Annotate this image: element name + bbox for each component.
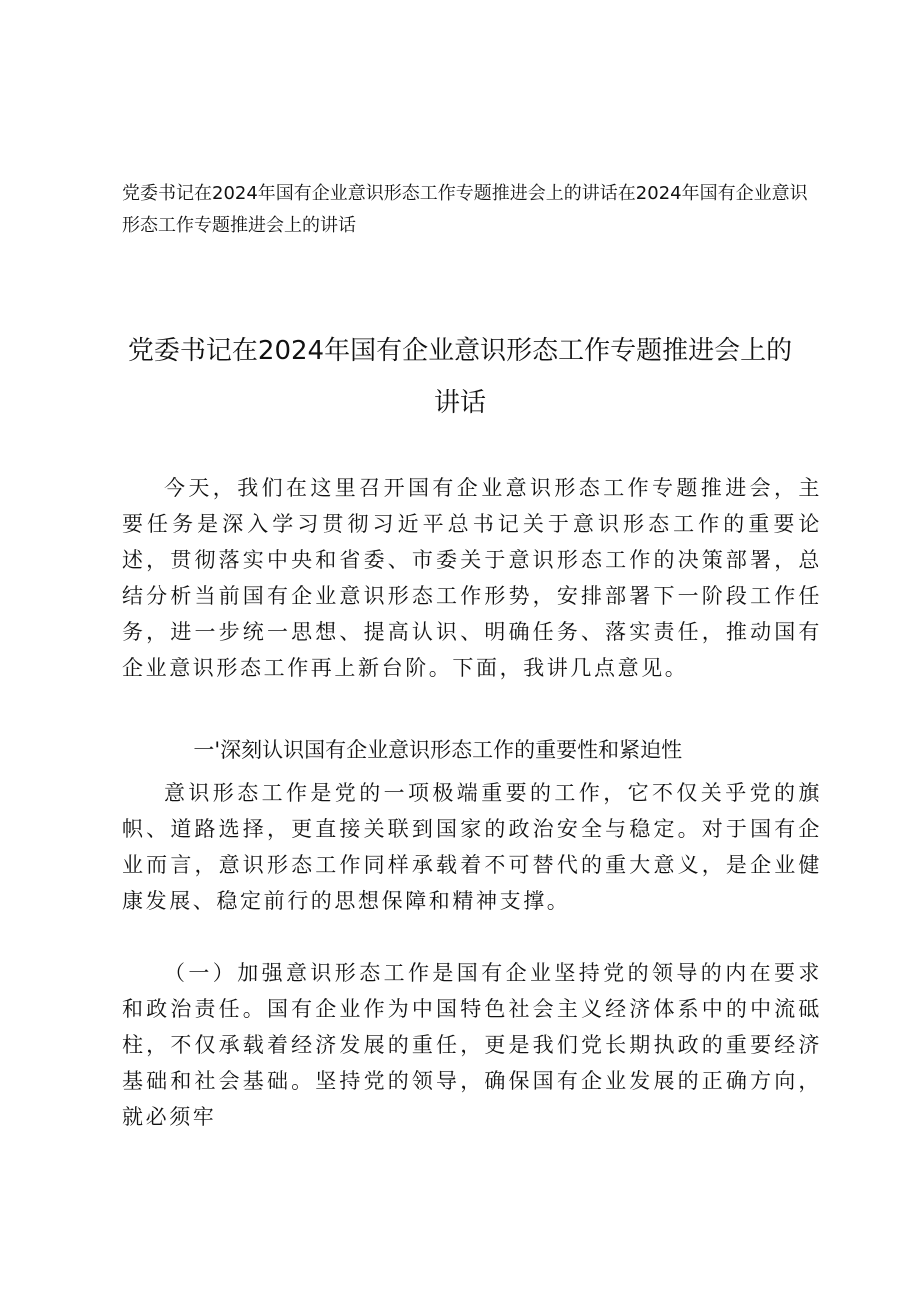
page-title: 党委书记在2024年国有企业意识形态工作专题推进会上的讲话 [127, 336, 793, 418]
subsection-one-paragraph: （一）加强意识形态工作是国有企业坚持党的领导的内在要求和政治责任。国有企业作为中国特色社会主义经济体系中的中流砥柱，不仅承载着经济发展的重任，更是我们党长期执政的重要经济基础和社会基础。坚持党的领导，确保国有企业发展的正确方向，就必须牢 [122, 961, 822, 1129]
intro-paragraph: 今天，我们在这里召开国有企业意识形态工作专题推进会，主要任务是深入学习贯彻习近平总书记关于意识形态工作的重要论述，贯彻落实中央和省委、市委关于意识形态工作的决策部署，总结分析当前国有企业意识形态工作形势，安排部署下一阶段工作任务，进一步统一思想、提高认识、明确任务、落实责任，推动国有企业意识形态工作再上新台阶。下面，我讲几点意见。 [122, 476, 822, 680]
section-one-heading: 一'深刻认识国有企业意识形态工作的重要性和紧迫性 [193, 738, 683, 762]
section-one-paragraph: 意识形态工作是党的一项极端重要的工作，它不仅关乎党的旗帜、道路选择，更直接关联到国家的政治安全与稳定。对于国有企业而言，意识形态工作同样承载着不可替代的重大意义，是企业健康发展、稳定前行的思想保障和精神支撑。 [122, 781, 822, 913]
document-header-title: 党委书记在2024年国有企业意识形态工作专题推进会上的讲话在2024年国有企业意识形态工作专题推进会上的讲话 [122, 183, 808, 236]
